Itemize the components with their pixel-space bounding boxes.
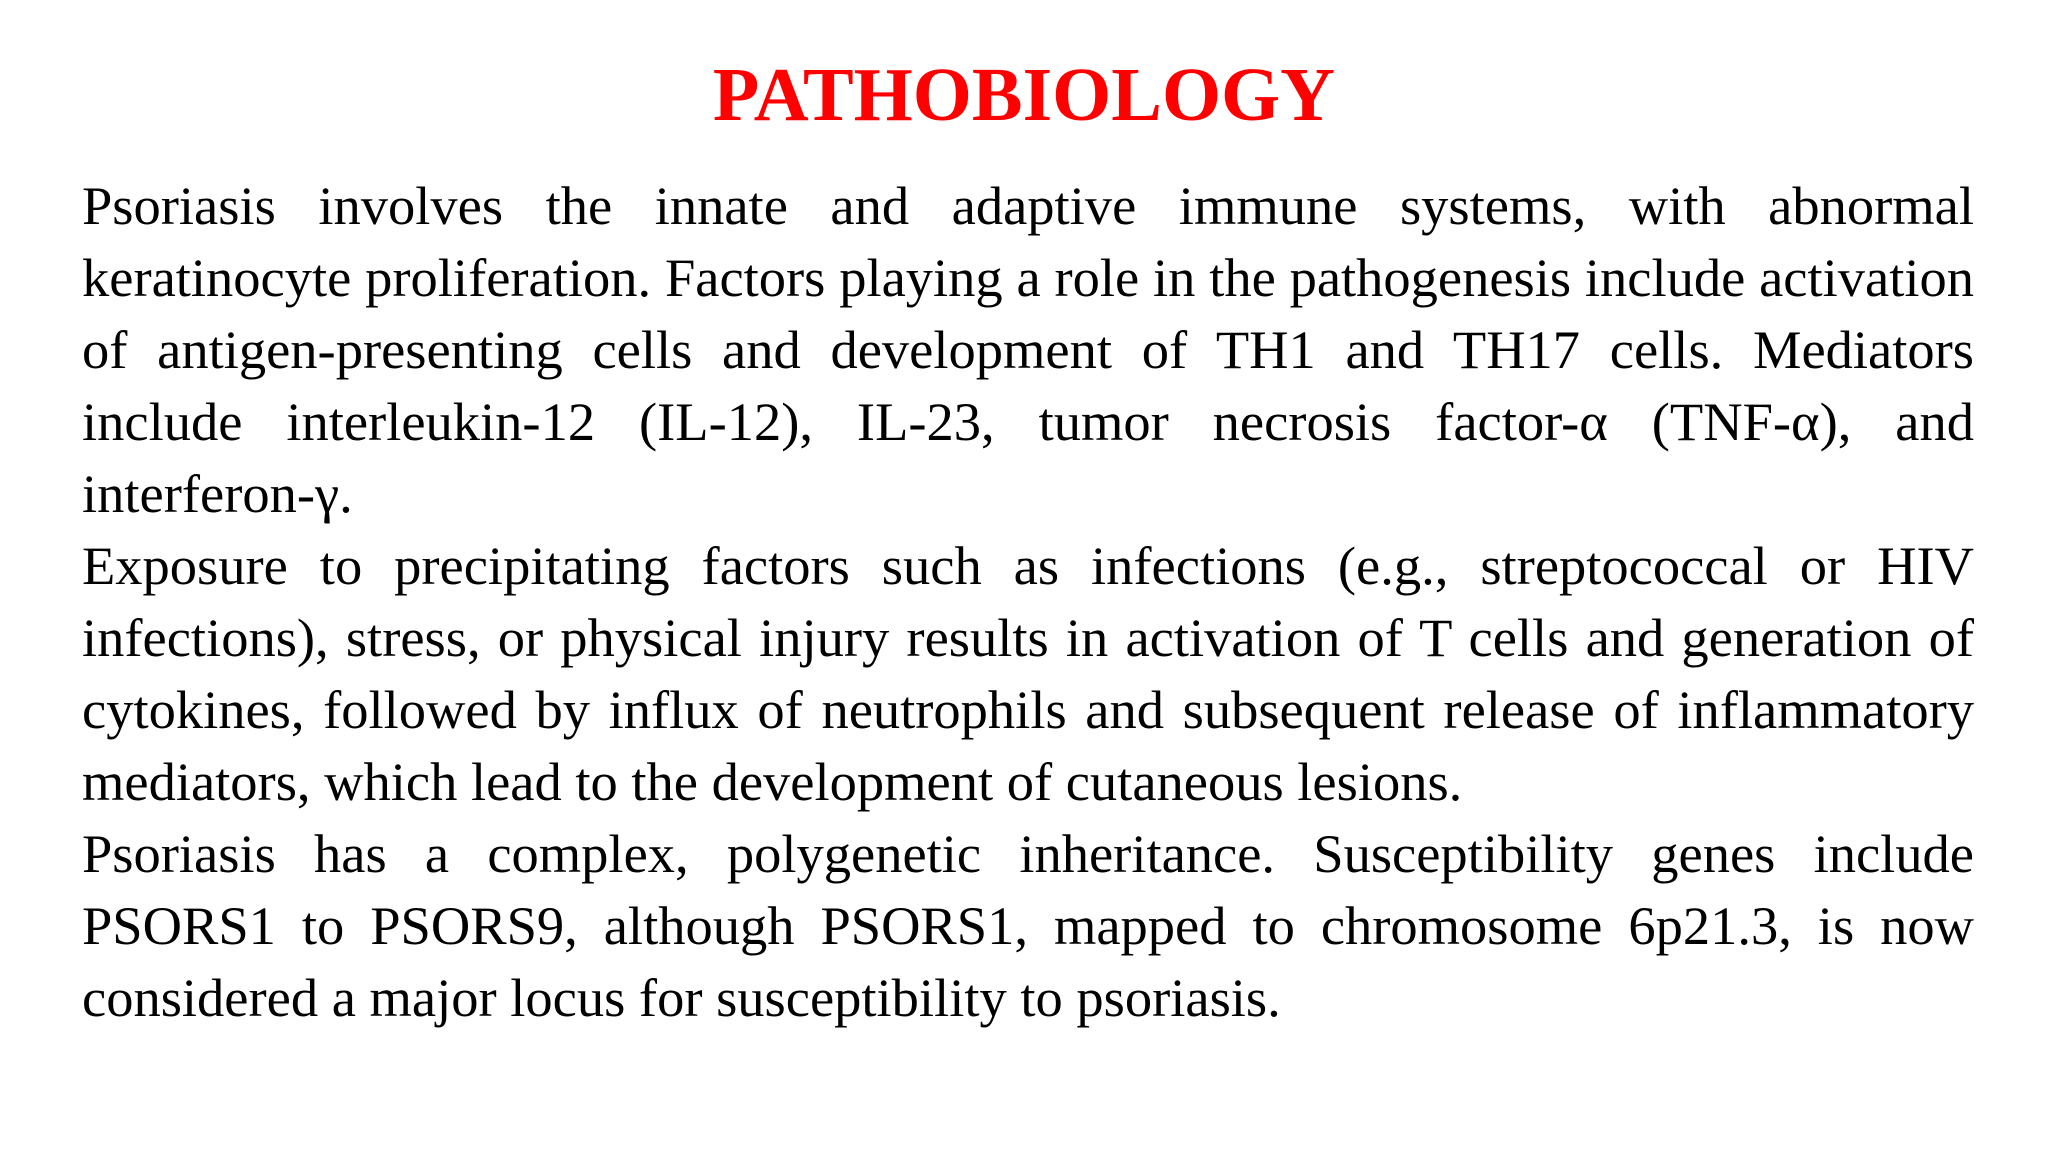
paragraph-genetics: Psoriasis has a complex, polygenetic inheritance. Susceptibility genes include PSORS1 to PSORS9, although PSORS1, mapped to chromosome 6p21.3, is now considered a major locus for susceptibility to psoriasis. bbox=[82, 823, 1974, 1028]
paragraph-immune-systems: Psoriasis involves the innate and adaptive immune systems, with abnormal keratinocyte proliferation. Factors playing a role in the pathogenesis include activation of antigen-presenting cells and development of TH1 and TH17 cells. Mediators include interleukin-12 (IL-12), IL-23, tumor necrosis factor-α (TNF-α), and interferon-γ. bbox=[82, 175, 1974, 524]
paragraph-precipitating-factors: Exposure to precipitating factors such as infections (e.g., streptococcal or HIV infections), stress, or physical injury results in activation of T cells and generation of cytokines, followed by influx of neutrophils and subsequent release of inflammatory mediators, which lead to the development of cutaneous lesions. bbox=[82, 535, 1974, 812]
slide-body bbox=[82, 170, 1974, 1034]
slide-title: PATHOBIOLOGY bbox=[712, 53, 1336, 137]
